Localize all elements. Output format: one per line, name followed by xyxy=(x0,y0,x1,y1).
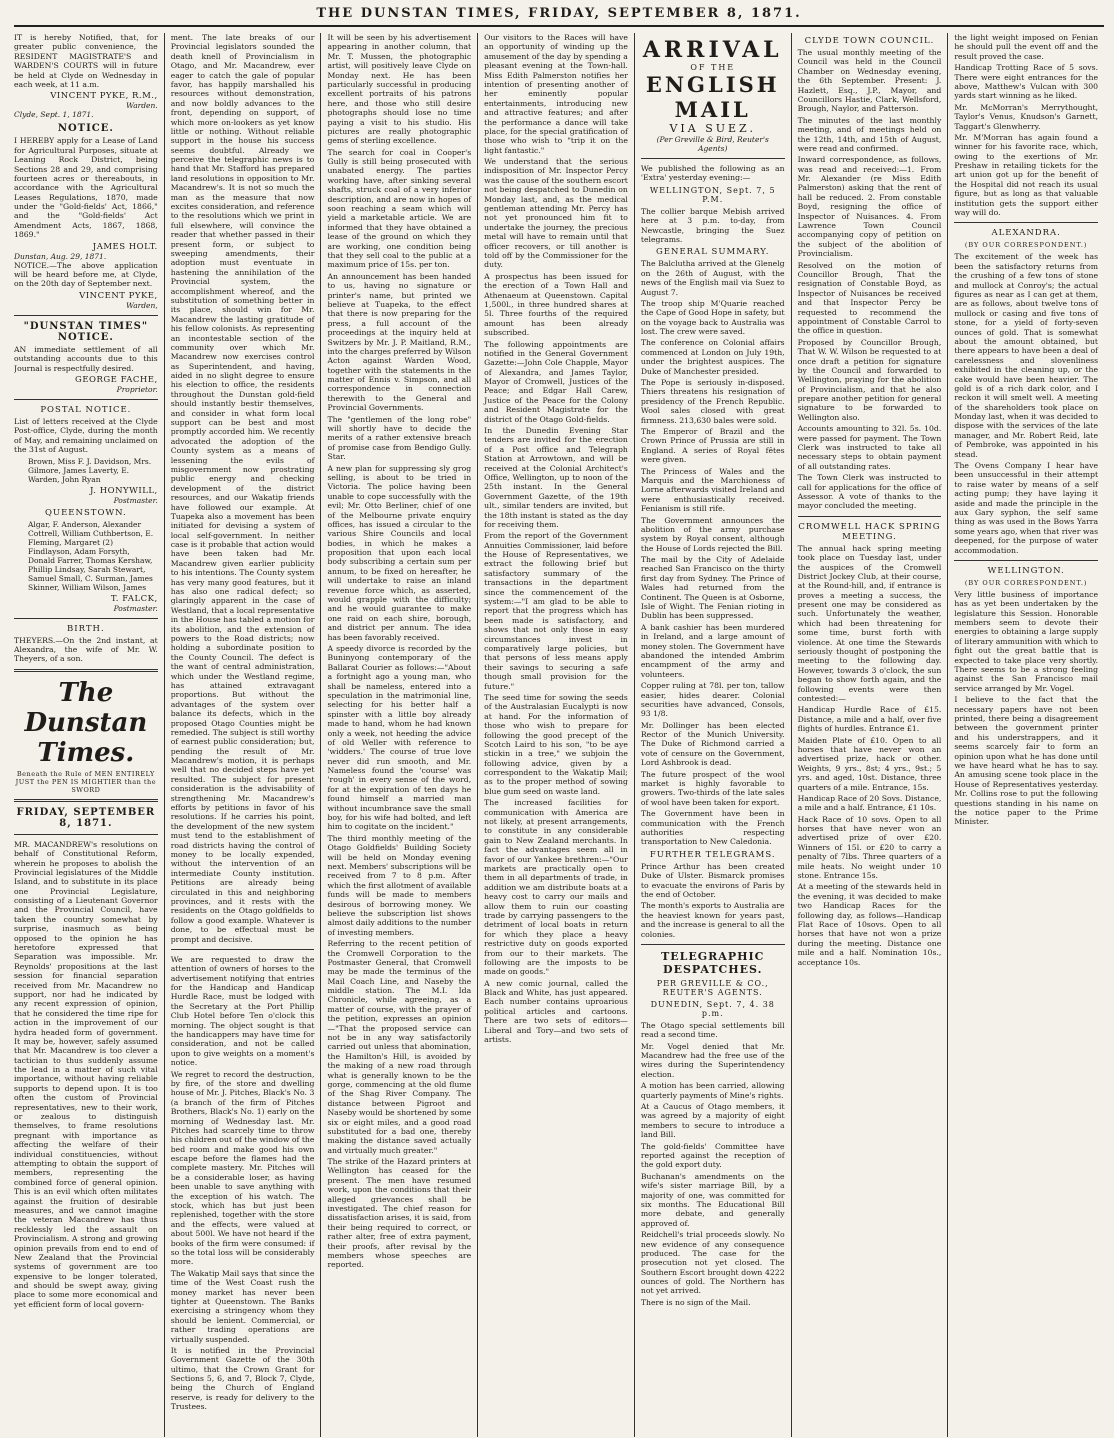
race-paragraph: the light weight imposed on Fenian he should pull the event off and the result proved the case. xyxy=(954,33,1099,61)
inquiry-item: An announcement has been handed to us, having no signature or printer's name, but printed we believe at Tuapeka, to the effect that there is now preparing for the press, a full account of the proceedings at the inquiry held at Switzers by Mr. J. P. Maitland, R.M., into the charges preferred by Wilson Acton against Warden Wood, together with the statements in the matter of Ennis v. Simpson, and all correspondence in connection therewith to the General and Provincial Governments. xyxy=(327,271,472,413)
column-2 xyxy=(164,33,321,1437)
news-paragraph: Copper ruling at 78l. per ton, tallow easier, hides dearer. Colonial securities have advanced, Consols, 93 1/8. xyxy=(640,681,785,719)
postal-heading: POSTAL NOTICE. xyxy=(40,404,132,415)
news-paragraph: The future prospect of the wool market is highly favorable to growers. Two-thirds of the late sales of wool have been taken for export. xyxy=(640,769,785,807)
news-paragraph: The Government announces the abolition of the army purchase system by Royal consent, although the House of Lords rejected the Bill. xyxy=(640,515,785,553)
escort-item: We understand that the serious indisposition of Mr. Inspector Percy was the cause of the southern escort not being despatched to Dunedin on Monday last, and, as the medical gentleman attending Mr. Percy has not yet pronounced him fit to undertake the journey, the precious metal will have to remain until that officer recovers, or till another is told off by the Commissioner for the duty. xyxy=(484,157,628,270)
queenstown-role: Postmaster. xyxy=(113,603,158,613)
fire-item: We regret to record the destruction, by fire, of the store and dwelling house of Mr. J. Pitches, Black's No. 3 (a branch of the firm of Pitches Brothers, Black's No. 1) early on the morning of Wednesday last. Mr. Pitches had scarcely time to throw his children out of the window of the bed room and make good his own escape before the flames had the complete mastery. Mr. Pitches will be a considerable loser, as having been unable to save anything with the exception of his watch. The stock, which has but just been replenished, together with the store and the effects, were valued at about 500l. We have not heard if the books of the firm were consumed: if so the total loss will be considerably more. xyxy=(170,1069,315,1267)
general-summary-heading: GENERAL SUMMARY. xyxy=(656,247,770,258)
wellington-heading: WELLINGTON. xyxy=(987,565,1065,576)
column-1 xyxy=(14,33,164,1437)
eucalypti-item: The seed time for sowing the seeds of the Australasian Eucalypti is now at hand. For the information of those who wish to prepare for following the good precept of the Scotch Laird to his son, "to be aye stickin in a tree," we subjoin the following advice, given by a correspondent to the Wakatip Mail; as to the proper method of sowing blue gum seed on waste land. xyxy=(484,692,628,796)
per-agents: (Per Greville & Bird, Reuter's Agents) xyxy=(656,135,769,153)
postal-signature: J. HONYWILL, xyxy=(90,485,158,496)
news-paragraph: The month's exports to Australia are the heaviest known for years past, and the increase is general to all the colonies. xyxy=(640,901,785,939)
wellington-paragraph: I believe to the fact that the necessary papers have not been printed, there being a disagreement between the government printer and his understrappers, and it seems scarcely fair to form an opinion upon what he has done until we have heard what he has to say. An amusing scene took place in the House of Representatives yesterday. Mr. Collins rose to put the following questions standing in his name on the notice paper to the Prime Minister. xyxy=(954,695,1099,827)
news-paragraph: The mail by the City of Adelaide reached San Francisco on the thirty first day from Sydney. The Prince of Wales had returned from the Continent. The Queen is at Osborne, Isle of Wight. The Fenian rioting in Dublin has been suppressed. xyxy=(640,555,785,621)
notice2-heading: NOTICE. xyxy=(57,123,114,135)
column-7 xyxy=(947,33,1104,1437)
leader-article: MR. MACANDREW's resolutions on behalf of Constitutional Reform, wherein he proposes to abolish the Provincial legislatures of the Middle Island, and to substitute in its place one Provincial Legislature, consisting of a Lieutenant Governor and the Provincial Council, have taken the country somewhat by surprise, inasmuch as being opposed to the opinion he has heretofore expressed that Separation was impossible. Mr. Reynolds' propositions at the last session for financial separation received from Mr. Macandrew no support, nor had he indicated by any recent expression of opinion, that he considered the time ripe for action in the improvement of our hydra headed form of government. It may be, however, safely assumed that Mr. Macandrew is too clever a tactician to thus suddenly assume the lead in a matter of such vital importance, without having reliable supports to depend upon. It is too often the custom of Provincial representatives, new to their work, or zealous to distinguish themselves, to frame resolutions pregnant with importance as affecting the welfare of their individual constituencies, without attempting to obtain the support of members, representing the combined force of general opinion. This is an evil which often militates against the fruition of desirable measures, and we cannot imagine the veteran Macandrew has thus recklessly led the assault on Provincialism. A strong and growing opinion prevails from end to end of New Zealand that the Provincial systems of government are too expensive to be longer tolerated, and should be swept away, giving place to some more economical and yet efficient form of local govern- xyxy=(14,839,158,1309)
news-paragraph: At a Caucus of Otago members, it was agreed by a majority of eight members to secure to introduce a land Bill. xyxy=(640,1102,785,1140)
news-paragraph: The Emperor of Brazil and the Crown Prince of Prussia are still in England. A series of Royal fêtes were given. xyxy=(640,426,785,465)
news-paragraph: Mr. Vogel denied that Mr. Macandrew had the free use of the wires during the Superintendency election. xyxy=(640,1041,785,1079)
column-5 xyxy=(634,33,791,1437)
council-paragraph: Resolved on the motion of Councillor Brough, That the resignation of Constable Boyd, as Inspector of Nuisances be received and that Inspector Percy be requested to recommend the appointment of Constable Carrol to the office in question. xyxy=(797,260,942,336)
council-paragraph: Inward correspondence, as follows, was read and received:—1. From Mr. Alexander (re Miss Edith Palmerston) asking that the rent of hall be reduced. 2. From constable Boyd, resigning the office of Inspector of Nuisances. 4. From Lawrence Town Council accompanying copy of petition on the subject of the abolition of Provincialism. xyxy=(797,155,942,259)
coal-item: The search for coal in Cooper's Gully is still being prosecuted with unabated energy. The parties working have, after sinking several shafts, struck coal of a very inferior description, and are now in hopes of soon reaching a seam which will yield a marketable article. We are informed that they have obtained a lease of the ground on which they are working, one condition being that they sell coal to the public at a maximum price of 15s. per ton. xyxy=(327,147,472,270)
wakatip-mail-item: The Wakatip Mail says that since the time of the West Coast rush the money market has never been tighter at Queenstown. The Banks exercising a stringency whom they should be lenient. Commercial, or rather trading operations are virtually suspended. xyxy=(170,1268,315,1344)
column-3 xyxy=(320,33,477,1437)
news-paragraph: A bank cashier has been murdered in Ireland, and a large amount of money stolen. The Government have abandoned the intended Ambrim encampment of the army and volunteers. xyxy=(640,622,785,679)
postal-names: Brown, Miss F. J. Davidson, Mrs. Gilmore, James Laverty, E. Warden, John Ryan xyxy=(28,456,152,484)
birth-notice: THEYERS.—On the 2nd instant, at Alexandra, the wife of Mr. W. Theyers, of a son. xyxy=(14,635,158,664)
leader-continued: ment. The late breaks of our Provincial legislators sounded the death knell of Provincialism in Otago, and Mr. Macandrew, ever eager to catch the gale of popular favor, has happily marshalled his resources without demonstration, and now boldly advances to the front, depending on support, of which more on-lookers as yet know little or nothing. Without reliable support in the house his success seems doubtful. Already we perceive the telegraphic news is to hand that Mr. Stafford has prepared land resolutions in opposition to Mr. Macandrew's. It is not so much the man as the measure that now excites consideration, and reference to the resolutions which we print in full elsewhere, will convince the reader that whether passed in their present form, or subject to sweeping amendments, their adoption must eventuate in hastening the annihilation of the Provincial system, the accomplishment whereof, and the substitution of something better in its place, should win for Mr. Macandrew the lasting gratitude of his fellow colonists. As representing an incontestable section of the community over which Mr. Macandrew now exercises control as Superintendent, and having, aided in no slight degree to ensure his election to office, the residents throughout the Dunstan gold-field should instantly bestir themselves, and consider in what form local support can be best and most promptly accorded him. We recently advocated the adoption of the County system as a means of lessening the evils of misgovernment now prostrating public energy and checking development of the district resources, and our Wakatip friends have followed our example. At Tuapeka also a movement has been initiated for devising a system of local self-government. In neither case is it probable that action would have been taken had Mr. Macandrew given earlier publicity to his intentions. The County system has very many good features, but it has also one radical defect; so glaringly apparent in the case of Westland, that a local representative in the House has tabled a motion for its abolition, and the extension of powers to the Road districts; now holding a subordinate position to the County Council. The defect is the want of central administration, which under the Westland regime, has attained extravagant proportions. But without the advantages of the system over balance its defects, which in the proposed Otago Counties might be remedied. The subject is still worthy of earnest public consideration; but, pending the result of Mr. Macandrew's motion, it is perhaps well that no decided steps have yet resulted. The subject for present consideration is the advisability of strengthening Mr. Macandrew's efforts by petitions in favor of his resolutions. If he carries his point, the development of the new system must tend to the establishment of road districts having the control of money to be locally expended, without the intervention of an intermediate County institution. Petitions are already being circulated in this and neighboring provinces, and it rests with the residents on the Otago goldfields to follow a good example. Whatever is done, to be effectual must be prompt and decisive. xyxy=(170,33,315,944)
race-paragraph: The annual hack spring meeting took place on Tuesday last, under the auspices of the Cromwell District Jockey Club, at their course, at the Round-hill, and, if entrance is proves a meeting a success, the present one may be considered as such. Unfortunately the weather, which had been threatening for some time, burst forth with violence. At one time the Stewards seriously thought of postponing the meeting to the following day. However, towards 3 o'clock, the sun began to show forth again, and the following events were then contested:— xyxy=(797,543,942,703)
news-paragraph: The troop ship M'Quarie reached the Cape of Good Hope in safety, but on the voyage back to Australia was lost. The crew were saved. xyxy=(640,298,785,337)
news-paragraph: The Pope is seriously in-disposed. Thiers threatens his resignation of presidency of the French Republic. Wool sales closed with great firmness. 213,630 bales were sold. xyxy=(640,378,785,425)
tenders-item: In the Dunedin Evening Star tenders are invited for the erection of a Post office and Telegraph Station at Arrowtown, and will be received at the Colonial Architect's Office, Wellington, up to noon of the 25th instant. In the General Government Gazette, of the 19th ult., similar tenders are invited, but the 18th instant is stated as the day for receiving them. xyxy=(484,426,628,529)
race-entries-item: We are requested to draw the attention of owners of horses to the advertisement notifying that entries for the Handicap and Handicap Hurdle Race, must be lodged with the Secretary at the Port Phillip Club Hotel before Ten o'clock this morning. The object sought is that the handicappers may have time for consideration, and not be called upon to give weights on a moment's notice. xyxy=(170,954,315,1068)
extra-intro: We published the following as an 'Extra' yesterday evening:— xyxy=(640,164,785,183)
annuities-item: From the report of the Government Annuities Commissioner, laid before the House of Representatives, we extract the following brief but satisfactory summary of the transactions in the department since the commencement of the system:—"I am glad to be able to report that the progress which has been made is satisfactory, and shows that not only those in easy circumstances invest in comparatively large policies, but that persons of less means apply their savings to securing a safe though small provision for the future." xyxy=(484,531,628,691)
arrival-heading: ARRIVAL xyxy=(642,37,783,63)
dunedin-dateline: DUNEDIN, Sept. 7, 4. 38 p.m. xyxy=(650,999,775,1018)
appointments-item: The following appointments are notified in the General Government Gazette:—John Cole Chapple, Mayor of Alexandra, and James Taylor, Mayor of Cromwell, Justices of the Peace; and Edgar Hall Carew, Justice of the Peace for the Colony and Resident Magistrate for the district of the Otago Gold-fields. xyxy=(484,339,628,424)
notice4-role: Proprietor. xyxy=(116,384,158,394)
clyde-council-heading: CLYDE TOWN COUNCIL. xyxy=(804,36,935,46)
news-paragraph: Buchanan's amendments on the wife's sister marriage Bill, by a majority of one, was committed for six months. The Educational Bill more debate, and generally approved of. xyxy=(640,1171,785,1228)
notice2-place: Dunstan, Aug. 29, 1871. xyxy=(14,251,107,261)
telegraphic-agents: PER GREVILLE & CO., REUTER'S AGENTS. xyxy=(656,978,769,997)
town-hall-item: A prospectus has been issued for the erection of a Town Hall and Athenaeum at Queenstown. Capital 1,500l., in three hundred shares at 5l. Three fourths of the required amount has been already subscribed. xyxy=(484,271,628,338)
wellington-dateline: WELLINGTON, Sept. 7, 5 P.M. xyxy=(649,185,776,204)
telegraphic-heading: TELEGRAPHIC DESPATCHES. xyxy=(661,949,765,976)
correspondent-tag: (BY OUR CORRESPONDENT.) xyxy=(964,241,1088,250)
race-result: Mr. McMorran's Merrythought, Taylor's Venus, Knudson's Garnett, Taggart's Glenwherry. xyxy=(954,102,1099,131)
race-result: Hack Race of 10 sovs. Open to all horses that have never won an advertised prize of over £20. Winners of 15l. or £20 to carry a penalty of 7lbs. Three quarters of a mile heats. No weight under 10 stone. Entrance 15s. xyxy=(797,814,942,881)
race-result: Maiden Plate of £10. Open to all horses that have never won an advertised prize, hack or other. Weights, 9 yrs., 8st; 4 yrs., 9st.; 5 yrs. and aged, 10st. Distance, three quarters of a mile. Entrance, 15s. xyxy=(797,735,942,792)
news-paragraph: The conference on Colonial affairs commenced at London on July 19th, under the brightest auspices. The Duke of Manchester presided. xyxy=(640,338,785,376)
council-paragraph: The Town Clerk was instructed to call for applications for the office of Assessor. A vote of thanks to the mayor concluded the meeting. xyxy=(797,473,942,511)
notice4-signature: GEORGE FACHE, xyxy=(75,374,158,385)
hearing-notice: NOTICE.—The above application will be heard before me, at Clyde, on the 20th day of September next. xyxy=(14,260,158,289)
postal-role: Postmaster. xyxy=(113,495,158,505)
sly-grog-item: A new plan for suppressing sly grog selling, is about to be tried in Victoria. The police having been unable to cope successfully with the evil; Mr. Otto Berliner, chief of one of the Melbourne private enquiry offices, has issued a circular to the various Shire Councils and local bodies, in which he makes a proposition that upon each local body subscribing a certain sum per annum, to be fixed on hereafter, he will undertake to raise an inland revenue force which, as asserted, would grapple with the difficulty; and he would guarantee to make one raid on each shire, borough, and district per annum. The idea has been favorably received. xyxy=(327,463,472,642)
news-paragraph: The Government have been in communication with the French authorities respecting transportation to New Caledonia. xyxy=(640,809,785,847)
alexandra-paragraph: The Ovens Company I hear have been unsuccessful in their attempt to raise water by means of a self acting pump; they have laying it aside and made the principle in the aux Gary syphon, the self same thing as was used in the Bows Yarra some years ago, when that river was deepened, for the purpose of water accommodation. xyxy=(954,461,1099,555)
notice1-place: Clyde, Sept. 1, 1871. xyxy=(14,110,94,120)
news-paragraph: The gold-fields' Committee have reported against the reception of the gold export duty. xyxy=(640,1141,785,1170)
council-paragraph: The usual monthly meeting of the Council was held in the Council Chamber on Wednesday evening, the 6th September. Present: J. Hazlett, Esq., J.P., Mayor, and Councillors Hastie, Clark, Wellsford, Brough, Naylor, and Patterson. xyxy=(797,48,942,114)
printers-strike-item: The strike of the Hazard printers at Wellington has ceased for the present. The men have resumed work, upon the conditions that their alleged grievances shall be investigated. The chief reason for dissatisfaction arises, it is said, from their being required to correct, or rather alter, free of extra payment, their proofs, after revisal by the members whose speeches are reported. xyxy=(327,1157,472,1270)
column-6 xyxy=(791,33,948,1437)
breach-of-promise-item: The "gentlemen of the long robe" will shortly have to decide the merits of a rather extensive breach of promise case from Bendigo Gully. Star. xyxy=(327,414,472,462)
via-suez-heading: VIA SUEZ. xyxy=(669,122,756,135)
lease-notice: I HEREBY apply for a Lease of Land for Agricultural Purposes, situate at Leaning Rock District, being Sections 28 and 29, and comprising fourteen acres or thereabouts, in accordance with the Agricultural Leases Regulations, 1870, made under the "Gold-fields' Act, 1866," and the "Gold-fields' Act Amendment Acts, 1867, 1868, 1869." xyxy=(14,136,158,240)
correspondent-tag: (BY OUR CORRESPONDENT.) xyxy=(964,578,1088,587)
news-paragraph: Reidchell's trial proceeds slowly. No new evidence of any consequence produced. The case for the prosecution not yet closed. The Southern Escort brought down 4222 ounces of gold. The Northern has not yet arrived. xyxy=(640,1230,785,1296)
news-paragraph: A motion has been carried, allowing quarterly payments of Mine's rights. xyxy=(640,1081,785,1100)
further-telegrams-heading: FURTHER TELEGRAMS. xyxy=(649,849,776,860)
queenstown-names: Algar, F. Anderson, Alexander Cottrell, William Cuthbertson, E. Fleming, Margaret (2) Findlayson, Adam Forsyth, Donald Farrer, Thomas Kershaw, Phillip Lindsay, Sarah Stewart, Samuel Small, C. Surman, James Skinner, William Wilson, James xyxy=(28,519,154,592)
council-paragraph: Proposed by Councillor Brough, That W. W. Wilson be requested to at once draft a petition for signature by the Council and forwarded to Wellington, praying for the abolition of Provincialism, and that he also prepare another petition for general signature to be forwarded to Wellington also. xyxy=(797,337,942,422)
news-paragraph: The Princess of Wales and the Marquis and the Marchioness of Lorne afterwards visited Ireland and were enthusiastically received. Fenianism is still rife. xyxy=(640,466,785,514)
dunstan-times-notice-heading: "DUNSTAN TIMES" NOTICE. xyxy=(23,320,149,343)
comic-journal-item: A new comic journal, called the Black and White, has just appeared. Each number contains uproarious political articles and cartoons. There are two sets of editors—Liberal and Tory—and two sets of artists. xyxy=(484,978,628,1045)
mail-coach-item: Referring to the recent petition of the Cromwell Corporation to the Postmaster General, that Cromwell may be made the terminus of the Mail Coach Line, and Naseby the middle station. The M.I. Ida Chronicle, while agreeing, as a matter of course, with the prayer of the petition, expresses an opinion—"That the proposed service can not be in any way satisfactorily carried out unless that abomination, the Hamilton's Hill, is avoided by the making of a new road through what is generally known to be the gorge, commencing at the old flume of the Shag River Company. The distance between Pigroot and Naseby would be shortened by some six or eight miles, and a good road substituted for a bad one, thereby making the distance saved actually and virtually much greater." xyxy=(327,939,472,1155)
news-paragraph: The Balclutha arrived at the Glenelg on the 26th of August, with the news of the English mail via Suez to August 7. xyxy=(640,259,785,297)
columns xyxy=(14,33,1104,1437)
notice1-signature: VINCENT PYKE, R.M., xyxy=(50,91,158,102)
newspaper-title: The Dunstan Times. xyxy=(24,677,148,768)
council-paragraph: The minutes of the last monthly meeting, and of meetings held on the 12th, 14th, and 15th of August, were read and confirmed. xyxy=(797,115,942,153)
news-paragraph: Prince Arthur has been created Duke of Ulster. Bismarck promises to evacuate the environs of Paris by the end of October. xyxy=(640,861,785,899)
edition-date: FRIDAY, SEPTEMBER 8, 1871. xyxy=(16,806,156,829)
queenstown-heading: QUEENSTOWN. xyxy=(44,507,127,518)
masthead: THE DUNSTAN TIMES, FRIDAY, SEPTEMBER 8, 1871. xyxy=(14,6,1104,27)
birth-heading: BIRTH. xyxy=(67,623,105,634)
notice3-role: Warden, xyxy=(126,300,158,310)
of-the-heading: OF THE xyxy=(690,63,736,72)
race-result: Handicap Race of 20 Sovs. Distance, a mile and a half. Entrance, £1 10s. xyxy=(797,793,942,813)
news-paragraph: The Otago special settlements bill read a second time. xyxy=(640,1020,785,1040)
council-paragraph: Accounts amounting to 32l. 5s. 10d. were passed for payment. The Town Clerk was instructed to take all necessary steps to obtain payment of all outstanding rates. xyxy=(797,424,942,471)
queenstown-signature: T. FALCK, xyxy=(110,593,158,604)
alexandra-paragraph: The excitement of the week has been the satisfactory returns from the crushing of a few tons of stone and mullock at Conroy's; the actual figures as near as I can get at them, are as follows, about twelve tons of mullock or casing and five tons of stone, for a yield of forty-seven ounces of gold. That is somewhat about the amount obtained, but there appears to have been a deal of carelessness and slovenliness exhibited in the cleaning up, or the cake would have been heavier. The gold is of a rich dark color, and I reckon it will smelt well. A meeting of the shareholders took place on Monday last, when it was decided to dispose with the services of the late manager, and Mr. Robert Reid, late of Pembroke, was appointed in his stead. xyxy=(954,252,1099,459)
photographer-item: It will be seen by his advertisement appearing in another column, that Mr. T. Mussen, the photographic artist, will positively leave Clyde on Monday next. He has been particularly successful in producing excellent portraits of his patrons here, and those who still desire photographs should lose no time paying a visit to his studio. His pictures are really photographic gems of sterling excellence. xyxy=(327,33,472,146)
race-paragraph: At a meeting of the stewards held in the evening, it was decided to make two Handicap Races for the following day, as follows—Handicap Flat Race of 10sovs. Open to all horses that have not won a prize during the meeting. Distance one mile and a half. Nomination 10s., acceptance 10s. xyxy=(797,882,942,967)
postal-notice: List of letters received at the Clyde Post-office, Clyde, during the month of May, and remaining unclaimed on the 31st of August. xyxy=(14,416,158,455)
divorce-item: A speedy divorce is recorded by the Buninyong contemporary of the Ballarat Courier as follows:—"About a fortnight ago a young man, who shall be nameless, entered into a speculation in the matrimonial line, selecting for his better half a spinster with a little boy already made to hand, whom he had known only a week, not heeding the advice of old Weller with reference to 'widders.' The course of true love never did run smooth, and Mr. Nameless found the 'course' was 'rough' in every sense of the word, for at the expiration of ten days he found himself a married man without incumbrance save the small boy, for his wife had bolted, and left him to cogitate on the incident." xyxy=(327,644,472,832)
accounts-notice: AN immediate settlement of all outstanding accounts due to this Journal is respectfully desired. xyxy=(14,344,158,373)
column-4 xyxy=(477,33,634,1437)
notice2-signature: JAMES HOLT. xyxy=(92,241,158,252)
alexandra-heading: ALEXANDRA. xyxy=(991,228,1061,239)
cromwell-heading: CROMWELL HACK SPRING MEETING. xyxy=(798,521,941,542)
news-paragraph: There is no sign of the Mail. xyxy=(640,1297,751,1307)
notice1-role: Warden. xyxy=(126,101,158,111)
race-paragraph: Handicap Trotting Race of 5 sovs. There were eight entrances for the above, Matthew's Vulcan with 300 yards start winning as he liked. xyxy=(954,63,1099,101)
america-item: The increased facilities for communication with America are not likely, at present arrangements, to constitute in any considerable gain to New Zealand merchants. In fact the advantages seem all in favor of our Yankee brethren:—"Our markets are practically open to them in all departments of trade, in addition we am distribute boats at a heavy cost to carry our mails and allow them to ruin our coasting trade by carrying passengers to the detriment of local boats in return for which they place a heavy restrictive duty on goods exported from our to their markets. The following are the imposts to be made on goods." xyxy=(484,798,628,977)
wellington-paragraph: Very little business of importance has as yet been undertaken by the legislature this Session. Honorable members seem to devote their energies to obtaining a large supply of literary ammunition with which to fight out the great battle that is expected to take place very shortly. There seems to be a strong feeling against the San Francisco mail service arranged by Mr. Vogel. xyxy=(954,589,1099,693)
entertainment-item: Our visitors to the Races will have an opportunity of winding up the amusement of the day by spending a pleasant evening at the Town-hall. Miss Edith Palmerston notifies her intention of presenting another of her eminently popular entertainments, introducing new and attractive features; and after the performance a dance will take place, for the special gratification of those who wish to "trip it on the light fantastic." xyxy=(484,33,628,155)
news-paragraph: The collier barque Mebish arrived here at 3 p.m. to-day, from Newcastle, bringing the Suez telegrams. xyxy=(640,206,785,244)
building-society-item: The third monthly meeting of the Otago Goldfields' Building Society will be held on Monday evening next. Members' subscriptions will be received from 7 to 8 p.m. After which the first allotment of available funds will be made to members desirous of borrowing money. We believe the subscription list shows almost daily additions to the number of investing members. xyxy=(327,833,472,937)
race-paragraph: Mr. M'Morran has again found a winner for his favorite race, which, owing to the exertions of Mr. Preshaw in retailing tickets for the art union got up for the benefit of the Hospital did not reach its usual figure, but as long as that valuable institution gets the support either way will do. xyxy=(954,132,1099,218)
motto: Beneath the Rule of MEN ENTIRELY JUST the PEN IS MIGHTIER than the SWORD xyxy=(15,769,157,794)
english-mail-heading: ENGLISH MAIL xyxy=(645,72,780,122)
race-result: Handicap Hurdle Race of £15. Distance, a mile and a half, over five flights of hurdles. Entrance £1. xyxy=(797,705,942,734)
news-paragraph: Mr. Dollinger has been elected Rector of the Munich University. The Duke of Richmond carried a vote of censure on the Government, Lord Ashbrook is dead. xyxy=(640,720,785,768)
crown-grant-item: It is notified in the Provincial Government Gazette of the 30th ultimo, that the Crown Grant for Sections 5, 6, and 7, Block 7, Clyde, being the Church of England reserve, is ready for delivery to the Trustees. xyxy=(170,1345,315,1412)
notice3-signature: VINCENT PYKE, xyxy=(79,290,158,301)
magistrate-notice: IT is hereby Notified, that, for greater public convenience, the RESIDENT MAGISTRATE'S and WARDEN'S COURTS will in future be held at Clyde on Wednesday in each week, at 11 a.m. xyxy=(14,33,158,89)
